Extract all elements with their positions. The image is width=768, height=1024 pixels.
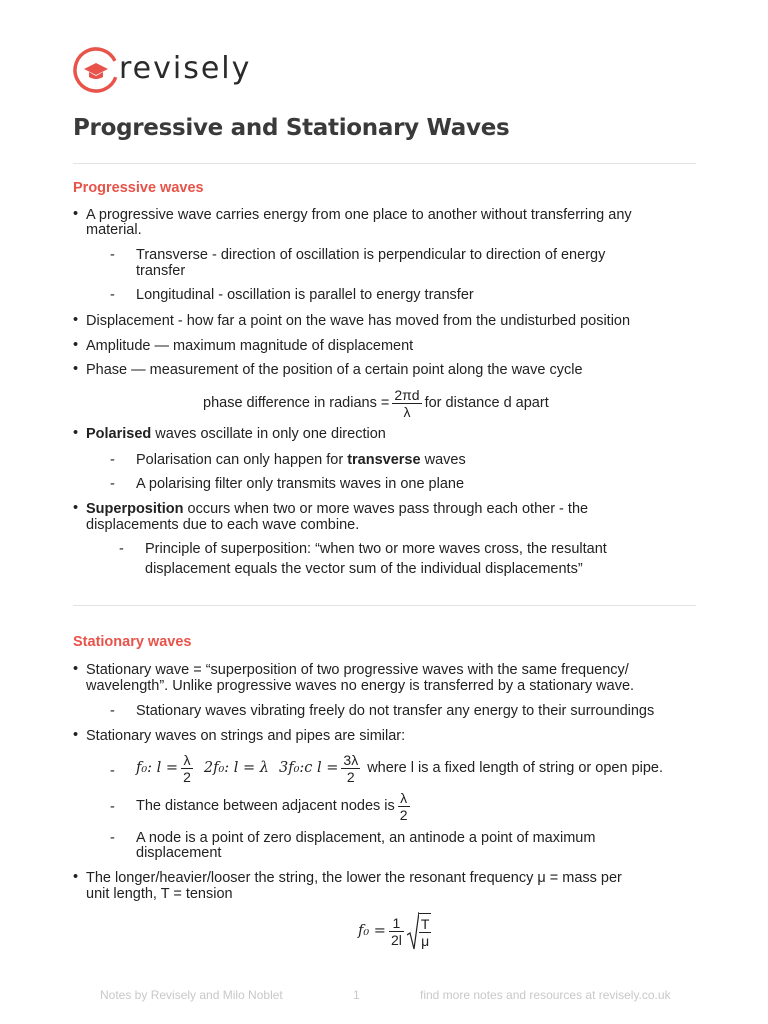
dash-marker: - — [110, 476, 115, 492]
principle-line-cont: displacement equals the vector sum of the individual displacements” — [145, 561, 583, 577]
transverse-term: transverse — [347, 452, 421, 468]
fundamental-frequency-formula — [358, 908, 434, 954]
progressive-heading: Progressive waves — [73, 180, 204, 196]
root-fraction — [419, 913, 432, 949]
principle-line: Principle of superposition: “when two or more waves cross, the resultant — [145, 541, 607, 557]
bullet-dot: • — [73, 337, 79, 353]
strings-pipes-bullet: Stationary waves on strings and pipes are similar: — [86, 728, 406, 744]
resonant-frequency-bullet: The longer/heavier/looser the string, the lower the resonant frequency μ = mass per — [86, 870, 622, 886]
displacement-bullet: Displacement - how far a point on the wave has moved from the undisturbed position — [86, 313, 631, 329]
phase-denominator: λ — [403, 403, 411, 420]
resonant-frequency-bullet-cont: unit length, T = tension — [86, 886, 233, 902]
amplitude-bullet: Amplitude — maximum magnitude of displacement — [86, 338, 414, 354]
longitudinal-line: Longitudinal - oscillation is parallel to energy transfer — [136, 287, 474, 303]
nodes-distance-line — [136, 787, 413, 825]
stationary-bullet-1: Stationary wave = “superposition of two progressive waves with the same frequency/ — [86, 662, 629, 678]
footer-author: Notes by Revisely and Milo Noblet — [100, 988, 283, 1002]
nodes-distance-num: λ — [398, 790, 410, 807]
dash-marker: - — [110, 703, 115, 719]
third-harmonic-den: 2 — [346, 768, 355, 785]
phase-equation — [203, 385, 549, 421]
harmonics-tail: where l is a fixed length of string or open pipe. — [367, 760, 664, 776]
root-den: μ — [421, 933, 430, 949]
square-root-icon — [407, 911, 419, 951]
vibrating-line: Stationary waves vibrating freely do not transfer any energy to their surroundings — [136, 703, 655, 719]
bullet-dot: • — [73, 500, 79, 516]
dash-marker: - — [119, 541, 124, 557]
stationary-heading: Stationary waves — [73, 634, 192, 650]
first-harmonic-label: f₀: l = — [136, 760, 179, 776]
superposition-term: Superposition — [86, 501, 184, 517]
phase-label: phase difference in radians = — [203, 395, 390, 411]
transverse-line-cont: transfer — [136, 263, 186, 279]
nodes-distance-fraction — [398, 790, 410, 823]
filter-line: A polarising filter only transmits waves in one plane — [136, 476, 465, 492]
bullet-dot: • — [73, 425, 79, 441]
revisely-logo — [72, 45, 272, 95]
node-definition-line: A node is a point of zero displacement, an antinode a point of maximum — [136, 830, 596, 846]
third-harmonic-num: 3λ — [343, 751, 359, 768]
superposition-text: occurs when two or more waves pass through each other - the — [183, 501, 589, 517]
polarised-text: waves oscillate in only one direction — [151, 426, 386, 442]
node-definition-line-cont: displacement — [136, 845, 222, 861]
first-harmonic-den: 2 — [183, 768, 191, 785]
first-harmonic-fraction — [181, 752, 193, 785]
polarised-bullet — [86, 426, 386, 442]
fundamental-num: 1 — [389, 915, 404, 932]
progressive-bullet-1: A progressive wave carries energy from one place to another without transferring any — [86, 207, 632, 223]
stationary-bullet-1-cont: wavelength”. Unlike progressive waves no energy is transferred by a stationary wave. — [86, 678, 635, 694]
polarised-term: Polarised — [86, 426, 152, 442]
brand-name: revisely — [119, 51, 252, 86]
bullet-dot: • — [73, 312, 79, 328]
second-harmonic-label: 2f₀: l = λ — [203, 760, 269, 776]
dash-marker: - — [110, 452, 115, 468]
fundamental-fraction — [389, 915, 404, 948]
phase-tail: for distance d apart — [424, 395, 549, 411]
polarisation-text: Polarisation can only happen for — [136, 452, 348, 468]
first-harmonic-num: λ — [181, 752, 193, 769]
root-num: T — [420, 916, 430, 932]
graduation-cap-icon — [72, 45, 122, 95]
phase-fraction — [392, 387, 421, 420]
phase-numerator: 2πd — [394, 386, 420, 403]
bullet-dot: • — [73, 661, 79, 677]
fundamental-den: 2l — [390, 931, 402, 948]
dash-marker: - — [110, 799, 115, 815]
bullet-dot: • — [73, 206, 79, 222]
dash-marker: - — [110, 247, 115, 263]
bullet-dot: • — [73, 869, 79, 885]
polarisation-line — [136, 452, 466, 468]
bullet-dot: • — [73, 361, 79, 377]
bullet-dot: • — [73, 727, 79, 743]
superposition-bullet-cont: displacements due to each wave combine. — [86, 517, 360, 533]
divider — [73, 163, 696, 164]
third-harmonic-fraction — [341, 752, 360, 785]
progressive-bullet-1-cont: material. — [86, 222, 142, 238]
footer-link[interactable]: find more notes and resources at revisely.co.uk — [420, 988, 671, 1002]
footer-page-number: 1 — [353, 988, 360, 1002]
transverse-line: Transverse - direction of oscillation is perpendicular to direction of energy — [136, 247, 606, 263]
dash-marker: - — [110, 763, 115, 779]
superposition-bullet — [86, 501, 588, 517]
divider — [73, 605, 696, 606]
nodes-distance-text: The distance between adjacent nodes is — [136, 798, 395, 814]
fundamental-label: f₀ = — [358, 923, 386, 939]
page-title: Progressive and Stationary Waves — [73, 115, 510, 141]
dash-marker: - — [110, 287, 115, 303]
third-harmonic-label: 3f₀:c l = — [278, 760, 339, 776]
dash-marker: - — [110, 830, 115, 846]
phase-bullet: Phase — measurement of the position of a certain point along the wave cycle — [86, 362, 583, 378]
harmonics-equation — [136, 749, 663, 787]
nodes-distance-den: 2 — [399, 806, 408, 823]
polarisation-text-end: waves — [420, 452, 466, 468]
